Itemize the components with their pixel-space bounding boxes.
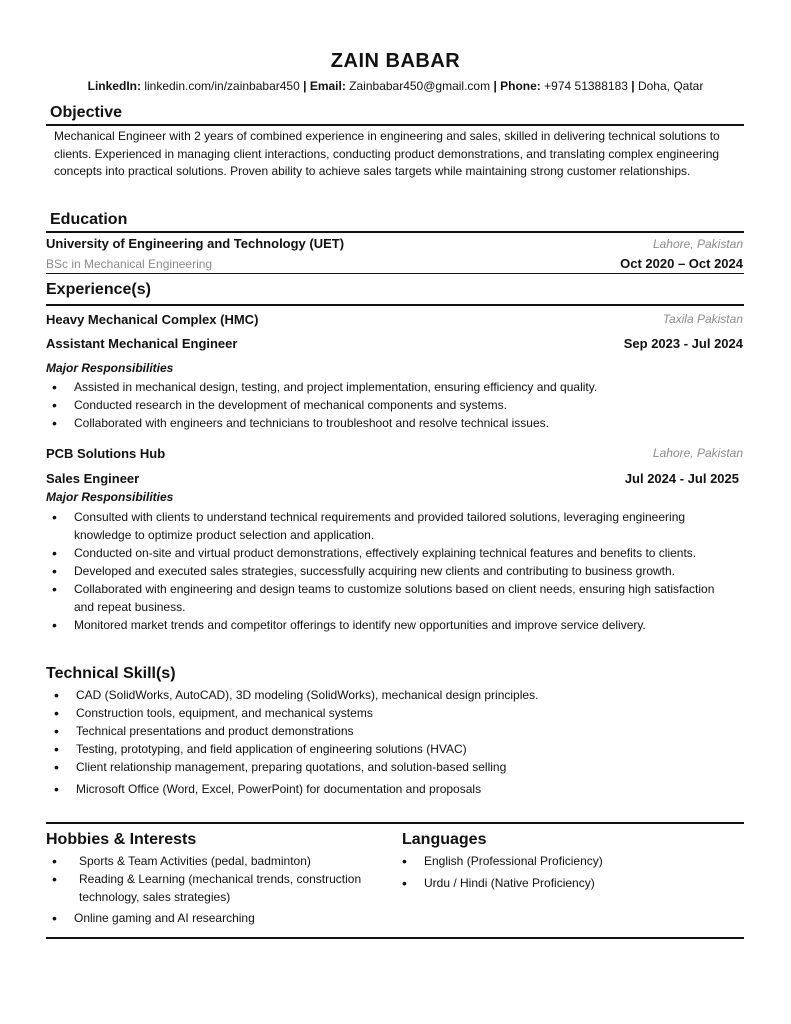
school-name: University of Engineering and Technology (UET) bbox=[46, 236, 345, 251]
phone-label: Phone: bbox=[500, 79, 541, 93]
separator: | bbox=[631, 79, 635, 93]
skills-list bbox=[46, 686, 746, 798]
languages-list bbox=[396, 852, 736, 892]
skill-item: • Technical presentations and product demonstrations bbox=[46, 722, 746, 740]
skill-item: • CAD (SolidWorks, AutoCAD), 3D modeling (SolidWorks), mechanical design principles. bbox=[46, 686, 746, 704]
section-divider bbox=[46, 822, 744, 824]
list-item: • Collaborated with engineers and technicians to troubleshoot and resolve technical issues. bbox=[46, 414, 746, 432]
responsibilities-label: Major Responsibilities bbox=[46, 361, 174, 375]
skill-item: • Testing, prototyping, and field application of engineering solutions (HVAC) bbox=[46, 740, 746, 758]
job-title: Sales Engineer bbox=[46, 471, 140, 486]
section-divider bbox=[46, 304, 744, 306]
school-location: Lahore, Pakistan bbox=[652, 237, 743, 251]
list-item: • Consulted with clients to understand technical requirements and provided tailored solutions, leveraging engineering knowledge to optimize product selection and application. bbox=[46, 508, 718, 544]
hobby-item: • Online gaming and AI researching bbox=[46, 909, 396, 927]
separator: | bbox=[303, 79, 307, 93]
company-name: Heavy Mechanical Complex (HMC) bbox=[46, 312, 259, 327]
location: Doha, Qatar bbox=[637, 79, 704, 93]
hobbies-list bbox=[46, 852, 396, 927]
languages-heading: Languages bbox=[402, 831, 487, 848]
skill-item: • Construction tools, equipment, and mechanical systems bbox=[46, 704, 746, 722]
phone-number: +974 51388183 bbox=[544, 79, 628, 93]
email-address[interactable]: Zainbabar450@gmail.com bbox=[349, 79, 491, 93]
list-item: • Conducted research in the development of mechanical components and systems. bbox=[46, 396, 746, 414]
separator: | bbox=[493, 79, 497, 93]
candidate-name: ZAIN BABAR bbox=[330, 50, 461, 72]
education-heading: Education bbox=[50, 211, 128, 228]
list-item: • Conducted on-site and virtual product demonstrations, effectively explaining technical features and benefits to clients. bbox=[46, 544, 718, 562]
education-dates: Oct 2020 – Oct 2024 bbox=[620, 256, 743, 271]
list-item: • Monitored market trends and competitor offerings to identify new opportunities and improve service delivery. bbox=[46, 616, 718, 634]
section-divider bbox=[46, 273, 744, 274]
skills-heading: Technical Skill(s) bbox=[46, 665, 176, 682]
experience-heading: Experience(s) bbox=[46, 281, 151, 298]
list-item: • Collaborated with engineering and design teams to customize solutions based on client needs, ensuring high satisfaction and repeat business. bbox=[46, 580, 718, 616]
list-item: • Assisted in mechanical design, testing, and project implementation, ensuring efficiency and quality. bbox=[46, 378, 746, 396]
hobby-item: • Sports & Team Activities (pedal, badminton) bbox=[46, 852, 396, 870]
skill-item: • Microsoft Office (Word, Excel, PowerPoint) for documentation and proposals bbox=[46, 780, 746, 798]
degree: BSc in Mechanical Engineering bbox=[46, 257, 213, 271]
list-item: • Developed and executed sales strategies, successfully acquiring new clients and contributing to business growth. bbox=[46, 562, 718, 580]
hobbies-heading: Hobbies & Interests bbox=[46, 831, 197, 848]
contact-line bbox=[0, 79, 791, 93]
objective-heading: Objective bbox=[50, 104, 123, 121]
company-name: PCB Solutions Hub bbox=[46, 446, 166, 461]
responsibilities-list bbox=[46, 508, 718, 634]
linkedin-label: LinkedIn: bbox=[87, 79, 141, 93]
language-item: • Urdu / Hindi (Native Proficiency) bbox=[396, 874, 736, 892]
company-location: Lahore, Pakistan bbox=[652, 446, 743, 460]
skill-item: • Client relationship management, preparing quotations, and solution-based selling bbox=[46, 758, 746, 776]
hobby-item: • Reading & Learning (mechanical trends, construction technology, sales strategies) bbox=[46, 870, 396, 906]
email-label: Email: bbox=[309, 79, 346, 93]
responsibilities-label: Major Responsibilities bbox=[46, 490, 174, 504]
job-dates: Jul 2024 - Jul 2025 bbox=[624, 471, 739, 486]
section-divider bbox=[46, 124, 744, 126]
job-title: Assistant Mechanical Engineer bbox=[46, 336, 238, 351]
linkedin-url[interactable]: linkedin.com/in/zainbabar450 bbox=[144, 79, 300, 93]
company-location: Taxila Pakistan bbox=[662, 312, 743, 326]
objective-text: Mechanical Engineer with 2 years of combined experience in engineering and sales, skilled in delivering technical solutions to clients. Experienced in managing client interactions, conducting product demonstrations, and translating complex engineering concepts into practical solutions. Proven ability to achieve sales targets while maintaining strong customer relationships. bbox=[54, 129, 720, 178]
job-dates: Sep 2023 - Jul 2024 bbox=[623, 336, 743, 351]
section-divider bbox=[46, 231, 744, 233]
language-item: • English (Professional Proficiency) bbox=[396, 852, 736, 870]
section-divider bbox=[46, 937, 744, 939]
responsibilities-list bbox=[46, 378, 746, 432]
